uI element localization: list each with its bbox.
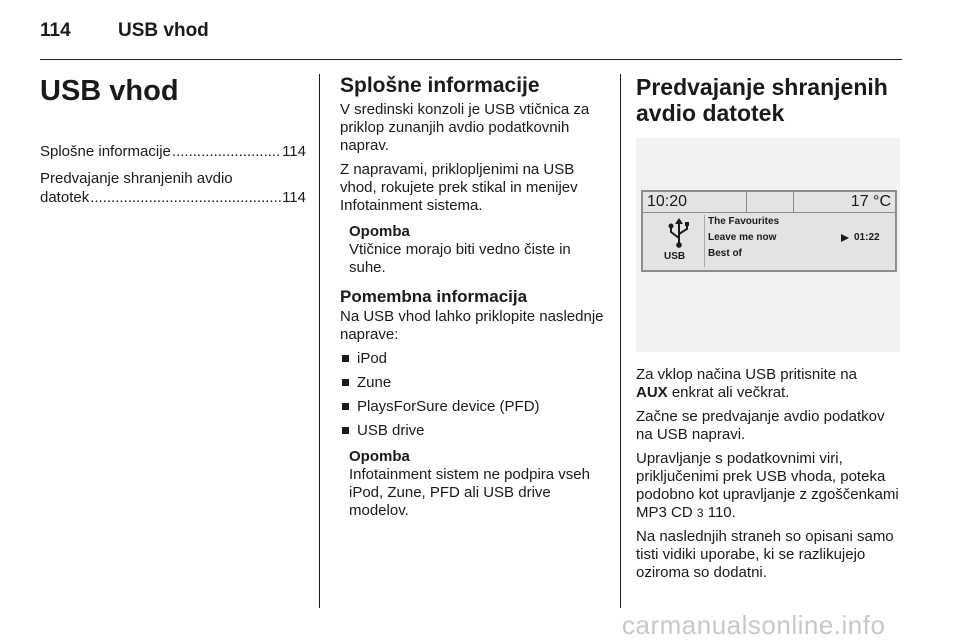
- track-item: Leave me now: [708, 232, 777, 243]
- device-list: [340, 350, 608, 440]
- usb-icon: [665, 218, 693, 248]
- bullet-icon: [342, 355, 349, 362]
- general-info-column: [340, 74, 608, 526]
- paragraph: V sredinski konzoli je USB vtičnica za priklop zunanjih avdio podatkovnih naprav.: [340, 101, 590, 154]
- page-number: 114: [40, 20, 71, 41]
- bullet-icon: [342, 403, 349, 410]
- chapter-title: USB vhod: [40, 75, 179, 107]
- list-item: iPod: [340, 350, 608, 368]
- toc-leader-dots: [172, 142, 281, 161]
- paragraph: Na USB vhod lahko priklopite naslednje naprave:: [340, 308, 604, 343]
- toc-entry-page: 114: [282, 143, 306, 160]
- aux-key-label: AUX: [636, 384, 668, 401]
- subsection-heading: Pomembna informacija: [340, 287, 528, 306]
- display-divider: [746, 192, 747, 212]
- toc-column: [40, 74, 306, 215]
- paragraph: Z napravami, priklopljenimi na USB vhod, rokujete prek stikal in menijev Infotainment sistema.: [340, 161, 578, 214]
- display-divider: [704, 215, 705, 267]
- display-divider: [793, 192, 794, 212]
- bullet-icon: [342, 379, 349, 386]
- section-heading: Splošne informacije: [340, 74, 540, 97]
- display-time: 10:20: [647, 193, 688, 210]
- list-item: USB drive: [340, 422, 608, 440]
- toc-entry-page: 114: [282, 189, 306, 206]
- note-text: Vtičnice morajo biti vedno čiste in suhe.: [349, 241, 571, 276]
- toc-entry[interactable]: [40, 169, 306, 207]
- bullet-icon: [342, 427, 349, 434]
- paragraph: Za vklop načina USB pritisnite na AUX enkrat ali večkrat.: [636, 366, 857, 401]
- track-item: The Favourites: [708, 216, 780, 227]
- note-box: [340, 223, 608, 277]
- page-header-title: USB vhod: [118, 20, 209, 41]
- note-text: Infotainment sistem ne podpira vseh iPod, Zune, PFD ali USB drive modelov.: [349, 466, 590, 519]
- usb-source-label: USB: [664, 251, 686, 262]
- playback-column: [636, 74, 904, 588]
- column-divider: [620, 74, 621, 608]
- display-status-bar: [643, 192, 895, 213]
- watermark: carmanualsonline.info: [622, 610, 886, 640]
- toc-leader-dots: [90, 188, 281, 207]
- paragraph: Začne se predvajanje avdio podatkov na USB napravi.: [636, 408, 885, 443]
- elapsed-time: 01:22: [854, 232, 880, 243]
- section-heading: Predvajanje shranjenih avdio datotek: [636, 74, 888, 126]
- toc-entry-label-cont: datotek: [40, 189, 90, 206]
- page-reference-icon: 3: [696, 506, 704, 520]
- note-title: Opomba: [349, 223, 410, 240]
- toc-entry-label: Splošne informacije: [40, 143, 171, 160]
- header-rule: [40, 59, 902, 60]
- display-temperature: 17 °C: [850, 193, 891, 210]
- list-item: Zune: [340, 374, 608, 392]
- play-icon: [841, 234, 849, 242]
- track-item: Best of: [708, 248, 742, 259]
- column-divider: [319, 74, 320, 608]
- infotainment-display-photo: [636, 138, 900, 352]
- toc-entry[interactable]: [40, 142, 306, 161]
- list-item: PlaysForSure device (PFD): [340, 398, 608, 416]
- paragraph: Upravljanje s podatkovnimi viri, priključenimi prek USB vhoda, poteka podobno kot upravljanje z zgoščenkami MP3 CD 3 110.: [636, 450, 899, 521]
- infotainment-display: [641, 190, 897, 272]
- note-box: [340, 448, 608, 520]
- display-body: [643, 213, 895, 270]
- note-title: Opomba: [349, 448, 410, 465]
- paragraph: Na naslednjih straneh so opisani samo tisti vidiki uporabe, ki se razlikujejo oziroma so dodatni.: [636, 528, 894, 581]
- page-reference: 110.: [707, 504, 736, 521]
- toc-entry-label: Predvajanje shranjenih avdio: [40, 170, 233, 187]
